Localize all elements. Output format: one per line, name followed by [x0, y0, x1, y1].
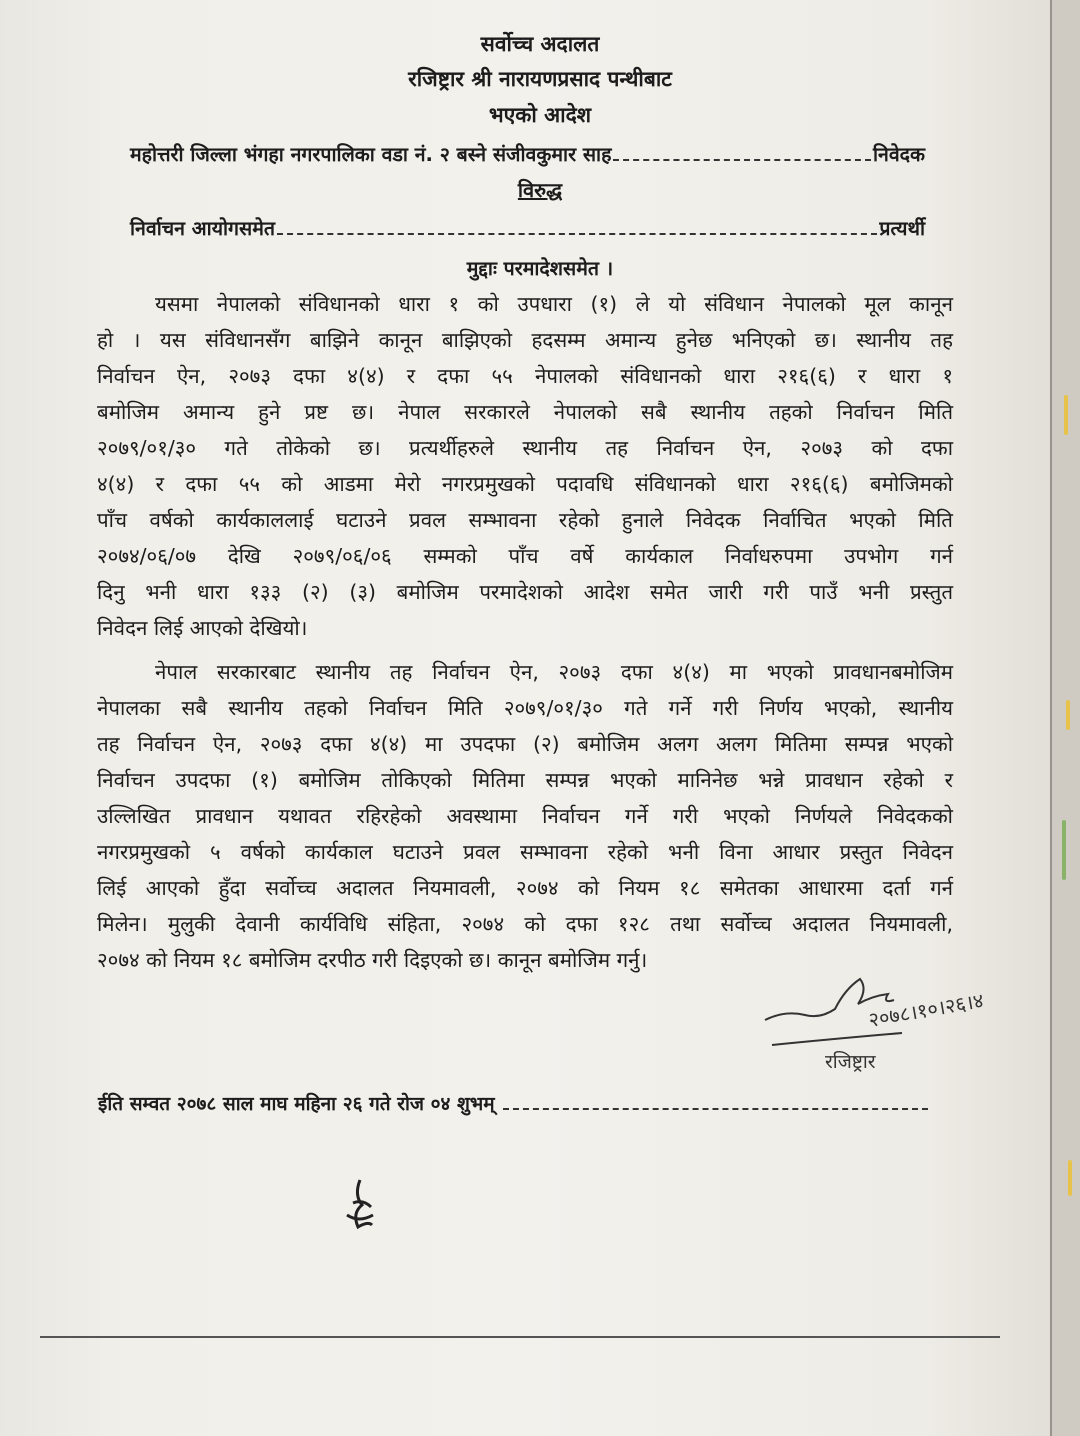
para2-line: २०७४ को नियम १८ बमोजिम दरपीठ गरी दिइएको छ। कानून बमोजिम गर्नु।: [97, 948, 648, 972]
para2-line: उल्लिखित प्रावधान यथावत रहिरहेको अवस्थामा निर्वाचन गर्ने गरी भएको निर्णयले निवेदकको: [97, 804, 953, 828]
petitioner-name: महोत्तरी जिल्ला भंगहा नगरपालिका वडा नं. २ बस्ने संजीवकुमार साह: [130, 143, 612, 166]
para1-line: दिनु भनी धारा १३३ (२) (३) बमोजिम परमादेशको आदेश समेत जारी गरी पाउँ भनी प्रस्तुत: [97, 580, 953, 604]
para1-line: २०७४/०६/०७ देखि २०७९/०६/०६ सम्मको पाँच वर्षे कार्यकाल निर्वाधरुपमा उपभोग गर्न: [97, 544, 953, 568]
registrar-signature: [760, 965, 1020, 1085]
dashed-leader: [613, 159, 871, 161]
para1-line: यसमा नेपालको संविधानको धारा १ को उपधारा (१) ले यो संविधान नेपालको मूल कानून: [155, 292, 953, 316]
respondent-line: [130, 214, 925, 241]
petitioner-role: निवेदक: [872, 143, 925, 166]
bottom-rule: [40, 1336, 1000, 1338]
respondent-name: निर्वाचन आयोगसमेत: [130, 217, 275, 240]
para2-line: तह निर्वाचन ऐन, २०७३ दफा ४(४) मा उपदफा (२) बमोजिम अलग अलग मितिमा सम्पन्न भएको: [97, 732, 953, 756]
para1-line: बमोजिम अमान्य हुने प्रष्ट छ। नेपाल सरकारले नेपालको सबै स्थानीय तहको निर्वाचन मिति: [97, 400, 953, 424]
petitioner-line: [130, 140, 925, 167]
para2-line: निर्वाचन उपदफा (१) बमोजिम तोकिएको मितिमा सम्पन्न भएको मानिनेछ भन्ने प्रावधान रहेको र: [97, 768, 953, 792]
paper-stack-edge: [1050, 0, 1080, 1436]
versus-line: [0, 176, 1080, 203]
signature-date: २०७८।१०।२६।४: [866, 988, 986, 1032]
signature-title: रजिष्ट्रार: [825, 1051, 876, 1073]
para1-line: पाँच वर्षको कार्यकाललाई घटाउने प्रवल सम्भावना रहेको हुनाले निवेदक निर्वाचित भएको मिति: [97, 508, 953, 532]
para1-line: हो । यस संविधानसँग बाझिने कानून बाझिएको हदसम्म अमान्य हुनेछ भनिएको छ। स्थानीय तह: [97, 328, 953, 352]
para2-line: लिई आएको हुँदा सर्वोच्च अदालत नियमावली, २०७४ को नियम १८ समेतका आधारमा दर्ता गर्न: [97, 876, 953, 900]
para1-line: निर्वाचन ऐन, २०७३ दफा ४(४) र दफा ५५ नेपालको संविधानको धारा २१६(६) र धारा १: [97, 364, 953, 388]
footer-date: ईति सम्वत २०७८ साल माघ महिना २६ गते रोज ०४ शुभम्: [98, 1093, 495, 1115]
ink-scribble: [335, 1175, 385, 1235]
para2-line: नगरप्रमुखको ५ वर्षको कार्यकाल घटाउने प्रवल सम्भावना रहेको भनी विना आधार प्रस्तुत निवेदन: [97, 840, 953, 864]
case-subject: मुद्दाः परमादेशसमेत ।: [466, 257, 614, 280]
court-name: सर्वोच्च अदालत: [480, 32, 600, 56]
para1-line: ४(४) र दफा ५५ को आडमा मेरो नगरप्रमुखको पदावधि संविधानको धारा २१६(६) बमोजिमको: [97, 472, 953, 496]
para2-line: नेपालका सबै स्थानीय तहको निर्वाचन मिति २०७९/०१/३० गते गर्ने गरी निर्णय भएको, स्थानीय: [97, 696, 953, 720]
para2-line: नेपाल सरकारबाट स्थानीय तह निर्वाचन ऐन, २०७३ दफा ४(४) मा भएको प्रावधानबमोजिम: [155, 660, 953, 684]
para1-line: निवेदन लिई आएको देखियो।: [97, 616, 308, 640]
dashed-leader: [503, 1108, 928, 1110]
versus-label: विरुद्ध: [517, 178, 563, 202]
respondent-role: प्रत्यर्थी: [879, 217, 925, 240]
para2-line: मिलेन। मुलुकी देवानी कार्यविधि संहिता, २०७४ को दफा १२८ तथा सर्वोच्च अदालत नियमावली,: [97, 912, 953, 936]
dashed-leader: [277, 233, 877, 235]
registrar-line: रजिष्ट्रार श्री नारायणप्रसाद पन्थीबाट: [408, 67, 672, 91]
para1-line: २०७९/०१/३० गते तोकेको छ। प्रत्यर्थीहरुले स्थानीय तह निर्वाचन ऐन, २०७३ को दफा: [97, 436, 953, 460]
order-heading: भएको आदेश: [488, 103, 592, 127]
footer-line: [98, 1090, 928, 1116]
